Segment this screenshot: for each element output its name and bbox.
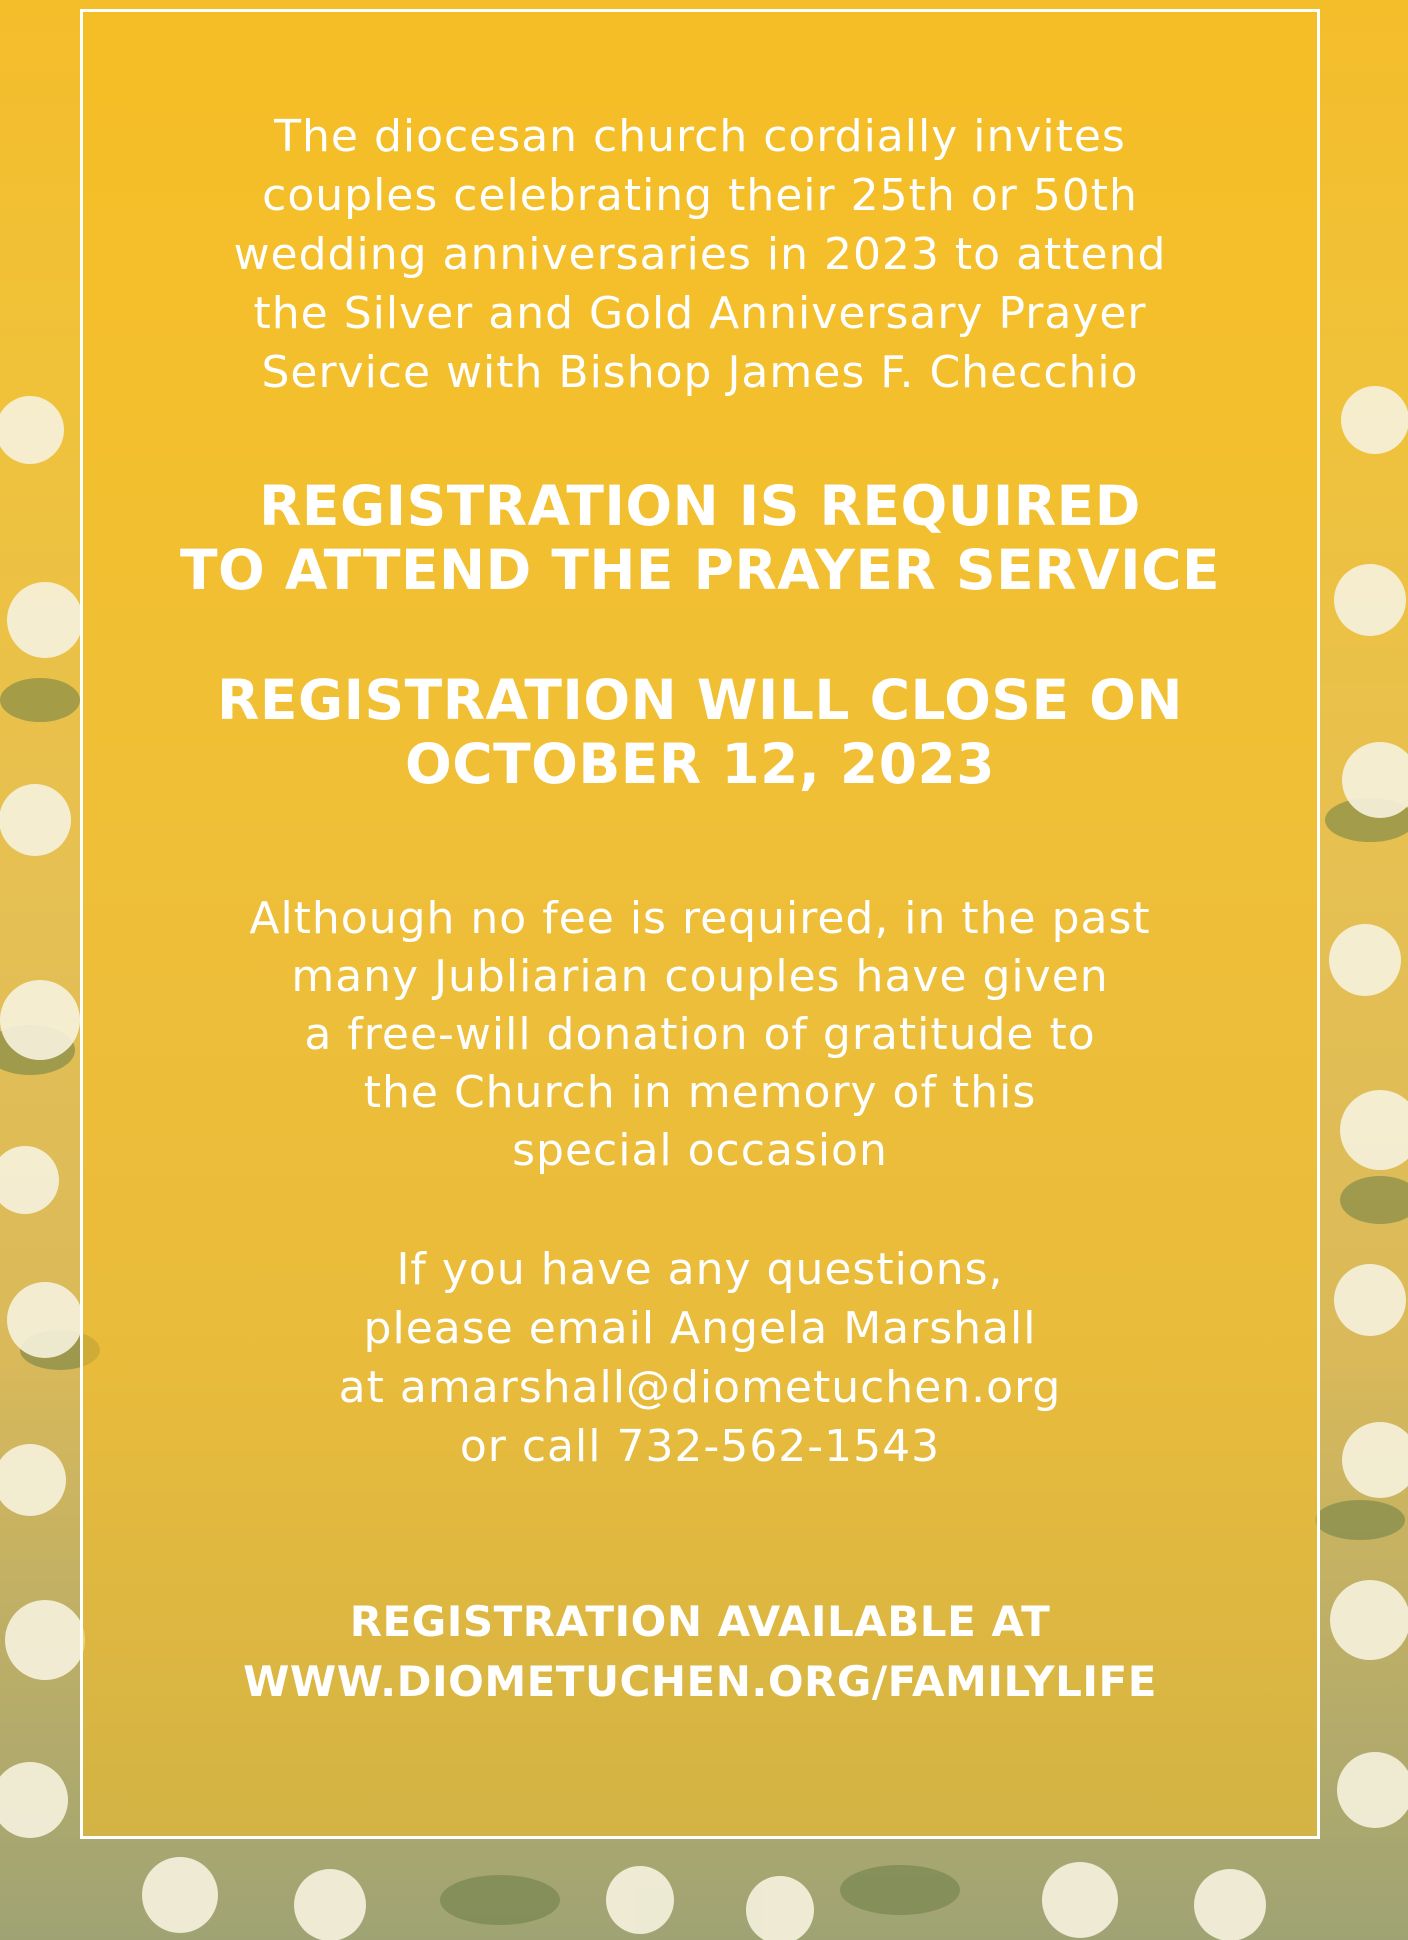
invitation-panel [80,9,1320,1839]
registration-link[interactable]: REGISTRATION AVAILABLE AT WWW.DIOMETUCHEN.ORG/FAMILYLIFE [243,1597,1157,1706]
invitation-text: The diocesan church cordially invites couples celebrating their 25th or 50th wedding anniversaries in 2023 to attend the Silver and Gold Anniversary Prayer Service with Bishop James F. Checchio [233,111,1167,398]
registration-required-heading: REGISTRATION IS REQUIRED TO ATTEND THE PRAYER SERVICE [179,474,1221,602]
registration-deadline-heading: REGISTRATION WILL CLOSE ON OCTOBER 12, 2023 [217,668,1183,796]
contact-info: If you have any questions, please email Angela Marshall at amarshall@diometuchen.org or call 732-562-1543 [338,1244,1062,1472]
donation-note: Although no fee is required, in the past many Jubliarian couples have given a free-will donation of gratitude to the Church in memory of this special occasion [249,893,1151,1176]
